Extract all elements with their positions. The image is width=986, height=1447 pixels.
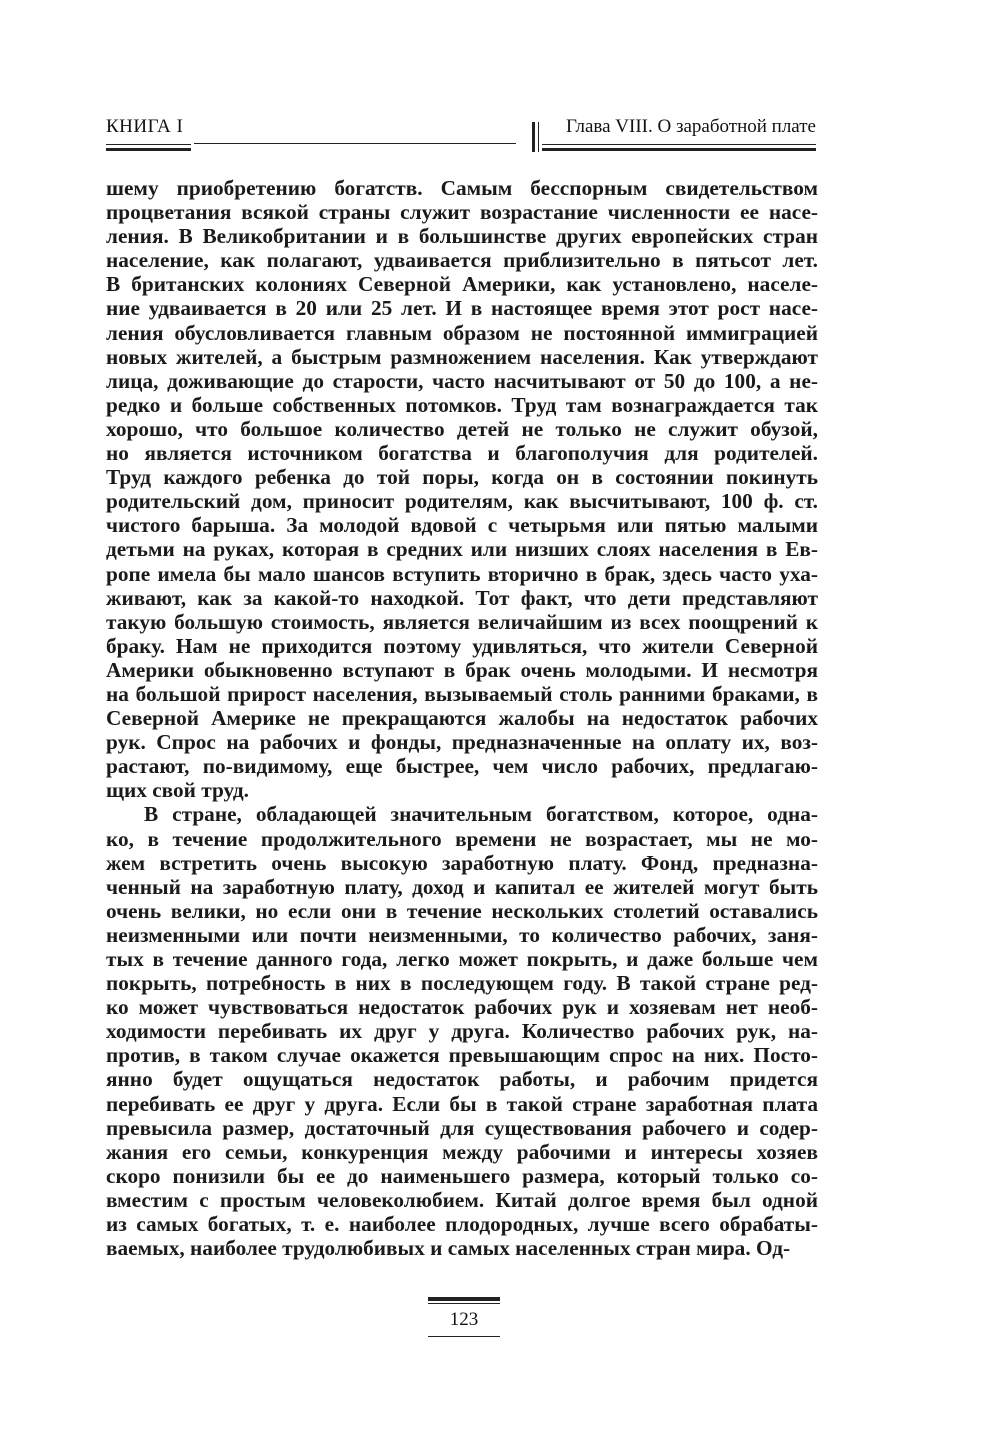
text-line: ко, в течение продолжительного времени не возрастает, мы не мо-: [106, 826, 818, 851]
body-text: [106, 176, 818, 1276]
paragraph-2: [106, 802, 818, 1260]
paragraph-1: [106, 176, 818, 802]
text-line: против, в таком случае окажется превышающим спрос на них. Посто-: [106, 1043, 818, 1068]
header-rule: [542, 148, 816, 151]
text-line: рук. Спрос на рабочих и фонды, предназначенные на оплату их, воз-: [106, 730, 818, 755]
text-line: шему приобретению богатств. Самым бесспорным свидетельством: [106, 176, 818, 200]
text-line: превысила размер, достаточный для существования рабочего и содер-: [106, 1115, 818, 1140]
text-line: ления. В Великобритании и в большинстве других европейских стран: [106, 224, 818, 249]
text-line: население, как полагают, удваивается приблизительно в пятьсот лет.: [106, 248, 818, 273]
header-rule: [542, 144, 816, 145]
text-line: редко и больше собственных потомков. Труд там вознаграждается так: [106, 392, 818, 417]
text-line: чистого барыша. За молодой вдовой с четырьмя или пятью малыми: [106, 513, 818, 538]
text-line: детьми на руках, которая в средних или низших слоях населения в Ев-: [106, 537, 818, 562]
text-line: ко может чувствоваться недостаток рабочих рук и хозяевам нет необ-: [106, 995, 818, 1020]
header-rule: [194, 143, 516, 144]
text-line: тых в течение данного года, легко может покрыть, и даже больше чем: [106, 947, 818, 971]
footer-rule: [428, 1336, 500, 1337]
text-line: В стране, обладающей значительным богатством, которое, одна-: [144, 802, 818, 827]
text-line: покрыть, потребность в них в последующем году. В такой стране ред-: [106, 971, 818, 996]
text-line: ние удваивается в 20 или 25 лет. И в настоящее время этот рост насе-: [106, 296, 818, 321]
text-line: ропе имела бы мало шансов вступить вторично в брак, здесь часто уха-: [106, 561, 818, 586]
page-number: 123: [449, 1309, 479, 1330]
text-line: процветания всякой страны служит возрастание численности ее насе-: [106, 200, 818, 225]
text-line: ченный на заработную плату, доход и капитал ее жителей могут быть: [106, 874, 818, 899]
text-line: браку. Нам не приходится поэтому удивляться, что жители Северной: [106, 633, 818, 658]
text-line: очень велики, но если они в течение нескольких столетий оставались: [106, 898, 818, 923]
page-footer: [428, 1297, 500, 1339]
header-divider: [532, 122, 535, 152]
footer-rule: [428, 1297, 500, 1301]
text-line: неизменными или почти неизменными, то количество рабочих, заня-: [106, 922, 818, 947]
running-head: [106, 116, 816, 156]
text-line: ходимости перебивать их друг у друга. Количество рабочих рук, на-: [106, 1019, 818, 1044]
text-line: жания его семьи, конкуренция между рабочими и интересы хозяев: [106, 1139, 818, 1164]
text-line: перебивать ее друг у друга. Если бы в такой стране заработная плата: [106, 1091, 818, 1116]
book-label: КНИГА I: [106, 116, 184, 137]
text-line: жем встретить очень высокую заработную плату. Фонд, предназна-: [106, 850, 818, 875]
text-line: родительский дом, приносит родителям, как высчитывают, 100 ф. ст.: [106, 489, 818, 514]
header-rule: [106, 148, 191, 151]
text-line: такую большую стоимость, является величайшим из всех поощрений к: [106, 609, 818, 634]
text-line: скоро понизили бы ее до наименьшего размера, который только со-: [106, 1163, 818, 1188]
text-line: из самых богатых, т. е. наиболее плодородных, лучше всего обрабаты-: [106, 1212, 818, 1237]
header-rule: [106, 144, 191, 145]
text-line: янно будет ощущаться недостаток работы, и рабочим придется: [106, 1067, 818, 1092]
text-line: щих свой труд.: [106, 778, 249, 803]
header-divider: [538, 122, 539, 152]
text-line: лица, доживающие до старости, часто насчитывают от 50 до 100, а не-: [106, 368, 818, 393]
text-line: живают, как за какой-то находкой. Тот факт, что дети представляют: [106, 585, 818, 610]
text-line: ваемых, наиболее трудолюбивых и самых населенных стран мира. Од-: [106, 1236, 791, 1261]
text-line: ления обусловливается главным образом не постоянной иммиграцией: [106, 320, 818, 345]
text-line: на большой прирост населения, вызываемый столь ранними браками, в: [106, 681, 818, 706]
text-line: Труд каждого ребенка до той поры, когда он в состоянии покинуть: [106, 465, 818, 490]
text-line: вместим с простым человеколюбием. Китай долгое время был одной: [106, 1187, 818, 1212]
text-line: Северной Америке не прекращаются жалобы на недостаток рабочих: [106, 706, 818, 731]
chapter-title: Глава VIII. О заработной плате: [565, 116, 816, 137]
footer-rule: [428, 1303, 500, 1304]
text-line: растают, по-видимому, еще быстрее, чем число рабочих, предлагаю-: [106, 754, 818, 779]
text-line: хорошо, что большое количество детей не только не служит обузой,: [106, 416, 818, 441]
text-line: В британских колониях Северной Америки, как установлено, населе-: [106, 272, 818, 297]
text-line: но является источником богатства и благополучия для родителей.: [106, 441, 818, 466]
text-line: Америки обыкновенно вступают в брак очень молодыми. И несмотря: [106, 657, 818, 682]
text-line: новых жителей, а быстрым размножением населения. Как утверждают: [106, 344, 818, 369]
